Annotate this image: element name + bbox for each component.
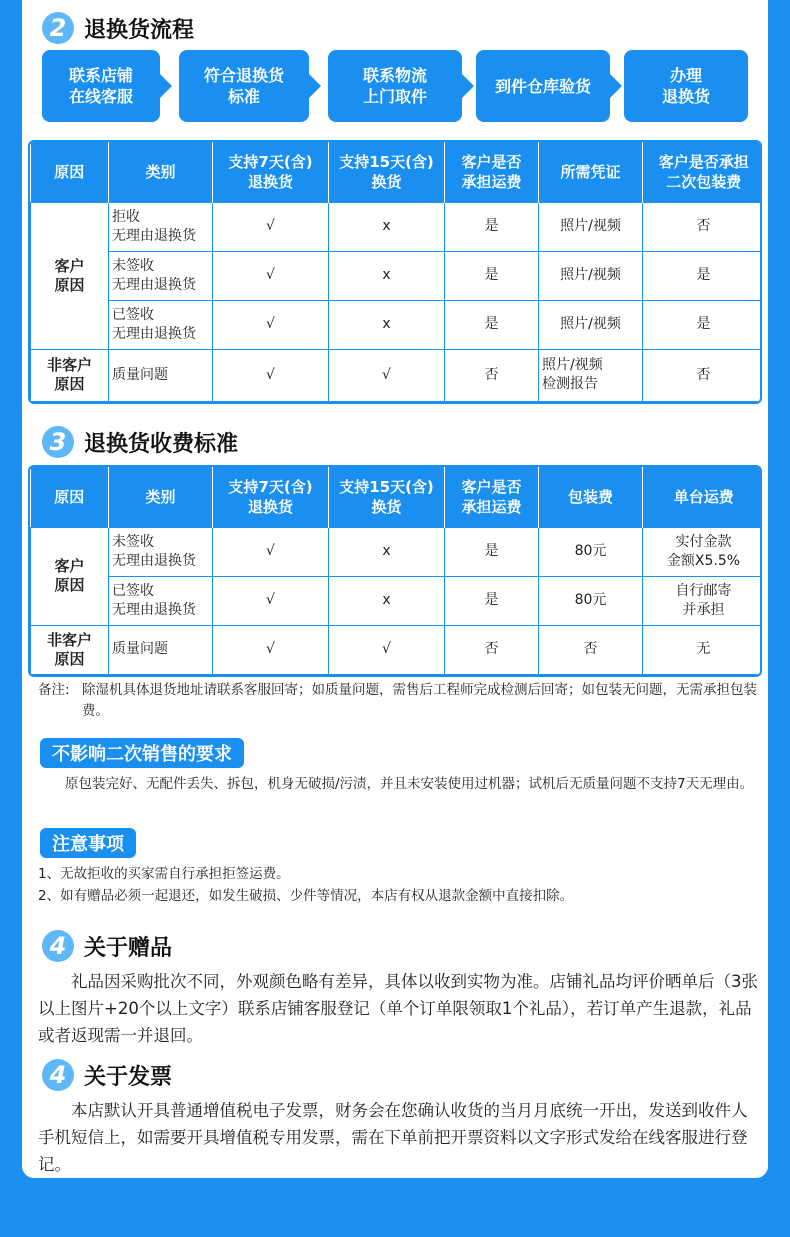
section-invoice-header: [42, 1059, 172, 1091]
freight-cell: 否: [445, 625, 539, 674]
section-fee-standard-header: [42, 426, 238, 458]
cross-mark: x: [329, 527, 445, 576]
proof-cell: 照片/视频 检测报告: [539, 349, 643, 401]
resale-requirement-text: 原包装完好、无配件丢失、拆包，机身无破损/污渍，并且未安装使用过机器；试机后无质量问题不支持7天无理由。: [65, 776, 754, 792]
table-row: [31, 300, 763, 349]
check-mark: √: [213, 625, 329, 674]
pack-fee-cell: 80元: [539, 576, 643, 625]
category-cell: 已签收 无理由退换货: [109, 300, 213, 349]
section-title: 关于发票: [84, 1064, 173, 1090]
category-cell: 质量问题: [109, 625, 213, 674]
fee-standard-table: [28, 465, 762, 677]
header-freight: 客户是否 承担运费: [445, 467, 539, 527]
reason-cell: 客户 原因: [31, 202, 109, 349]
cross-mark: x: [329, 202, 445, 251]
flow-step-logistics-pickup: 联系物流 上门取件: [328, 50, 462, 122]
reason-cell: 非客户 原因: [31, 625, 109, 674]
header-freight: 客户是否 承担运费: [445, 142, 539, 202]
header-category: 类别: [109, 467, 213, 527]
section-gift-header: [42, 930, 172, 962]
section-number-badge: 2: [42, 12, 74, 44]
flow-step-warehouse-inspect: 到件仓库验货: [476, 50, 610, 122]
table-row: [31, 251, 763, 300]
pack-cell: 是: [643, 251, 763, 300]
section-number-badge: 4: [42, 1059, 74, 1091]
header-unit-shipping: 单台运费: [643, 467, 763, 527]
content-card: [22, 0, 768, 1178]
pack-fee-cell: 80元: [539, 527, 643, 576]
freight-cell: 是: [445, 527, 539, 576]
check-mark: √: [213, 349, 329, 401]
remark-note: [38, 680, 758, 722]
freight-cell: 是: [445, 202, 539, 251]
check-mark: √: [213, 251, 329, 300]
table-row: [31, 576, 763, 625]
pack-cell: 否: [643, 202, 763, 251]
header-pack-fee: 包装费: [539, 467, 643, 527]
header-proof: 所需凭证: [539, 142, 643, 202]
check-mark: √: [213, 527, 329, 576]
freight-cell: 是: [445, 251, 539, 300]
category-cell: 质量问题: [109, 349, 213, 401]
table-row: [31, 625, 763, 674]
cross-mark: x: [329, 576, 445, 625]
header-reason: 原因: [31, 142, 109, 202]
list-item: 1、无故拒收的买家需自行承担拒签运费。: [38, 866, 290, 882]
reason-cell: 非客户 原因: [31, 349, 109, 401]
notice-title: 注意事项: [40, 828, 136, 858]
reason-cell: 客户 原因: [31, 527, 109, 625]
remark-text: 除湿机具体退货地址请联系客服回寄；如质量问题，需售后工程师完成检测后回寄；如包装无问题，无需承担包装费。: [82, 682, 757, 719]
header-7day: 支持7天(含) 退换货: [213, 142, 329, 202]
section-number-badge: 4: [42, 930, 74, 962]
category-cell: 已签收 无理由退换货: [109, 576, 213, 625]
table-row: [31, 202, 763, 251]
freight-cell: 是: [445, 576, 539, 625]
flow-step-contact-service: 联系店铺 在线客服: [42, 50, 160, 122]
remark-label: 备注:: [38, 682, 70, 698]
header-7day: 支持7天(含) 退换货: [213, 467, 329, 527]
check-mark: √: [213, 576, 329, 625]
notice-list: [38, 863, 756, 907]
proof-cell: 照片/视频: [539, 251, 643, 300]
category-cell: 未签收 无理由退换货: [109, 527, 213, 576]
header-15day: 支持15天(含) 换货: [329, 467, 445, 527]
cross-mark: x: [329, 251, 445, 300]
proof-cell: 照片/视频: [539, 202, 643, 251]
shipping-cell: 自行邮寄 并承担: [643, 576, 763, 625]
table-row: [31, 349, 763, 401]
return-policy-table: [28, 140, 762, 404]
section-title: 关于赠品: [84, 935, 173, 961]
pack-fee-cell: 否: [539, 625, 643, 674]
section-return-process-header: [42, 12, 194, 44]
check-mark: √: [213, 202, 329, 251]
shipping-cell: 无: [643, 625, 763, 674]
section-number-badge: 3: [42, 426, 74, 458]
header-category: 类别: [109, 142, 213, 202]
section-title: 退换货流程: [84, 17, 195, 43]
cross-mark: x: [329, 300, 445, 349]
freight-cell: 否: [445, 349, 539, 401]
table-row: [31, 527, 763, 576]
pack-cell: 是: [643, 300, 763, 349]
gift-text: 礼品因采购批次不同，外观颜色略有差异，具体以收到实物为准。店铺礼品均评价晒单后（3张以上图片+20个以上文字）联系店铺客服登记（单个订单限领取1个礼品），若订单产生退款，礼品或者返现需一并退回。: [38, 972, 758, 1045]
flow-step-meet-standard: 符合退换货 标准: [179, 50, 309, 122]
category-cell: 未签收 无理由退换货: [109, 251, 213, 300]
header-15day: 支持15天(含) 换货: [329, 142, 445, 202]
header-repack-fee: 客户是否承担 二次包装费: [643, 142, 763, 202]
shipping-cell: 实付金款 金额X5.5%: [643, 527, 763, 576]
check-mark: √: [329, 349, 445, 401]
invoice-text: 本店默认开具普通增值税电子发票，财务会在您确认收货的当月月底统一开出，发送到收件人手机短信上，如需要开具增值税专用发票，需在下单前把开票资料以文字形式发给在线客服进行登记。: [38, 1101, 748, 1174]
check-mark: √: [329, 625, 445, 674]
check-mark: √: [213, 300, 329, 349]
proof-cell: 照片/视频: [539, 300, 643, 349]
pack-cell: 否: [643, 349, 763, 401]
freight-cell: 是: [445, 300, 539, 349]
section-title: 退换货收费标准: [84, 431, 239, 457]
header-reason: 原因: [31, 467, 109, 527]
list-item: 2、如有赠品必须一起退还，如发生破损、少件等情况，本店有权从退款金额中直接扣除。: [38, 888, 574, 904]
flow-step-process-return: 办理 退换货: [624, 50, 748, 122]
category-cell: 拒收 无理由退换货: [109, 202, 213, 251]
resale-requirement-title: 不影响二次销售的要求: [40, 738, 244, 768]
return-process-flow: [42, 50, 748, 122]
